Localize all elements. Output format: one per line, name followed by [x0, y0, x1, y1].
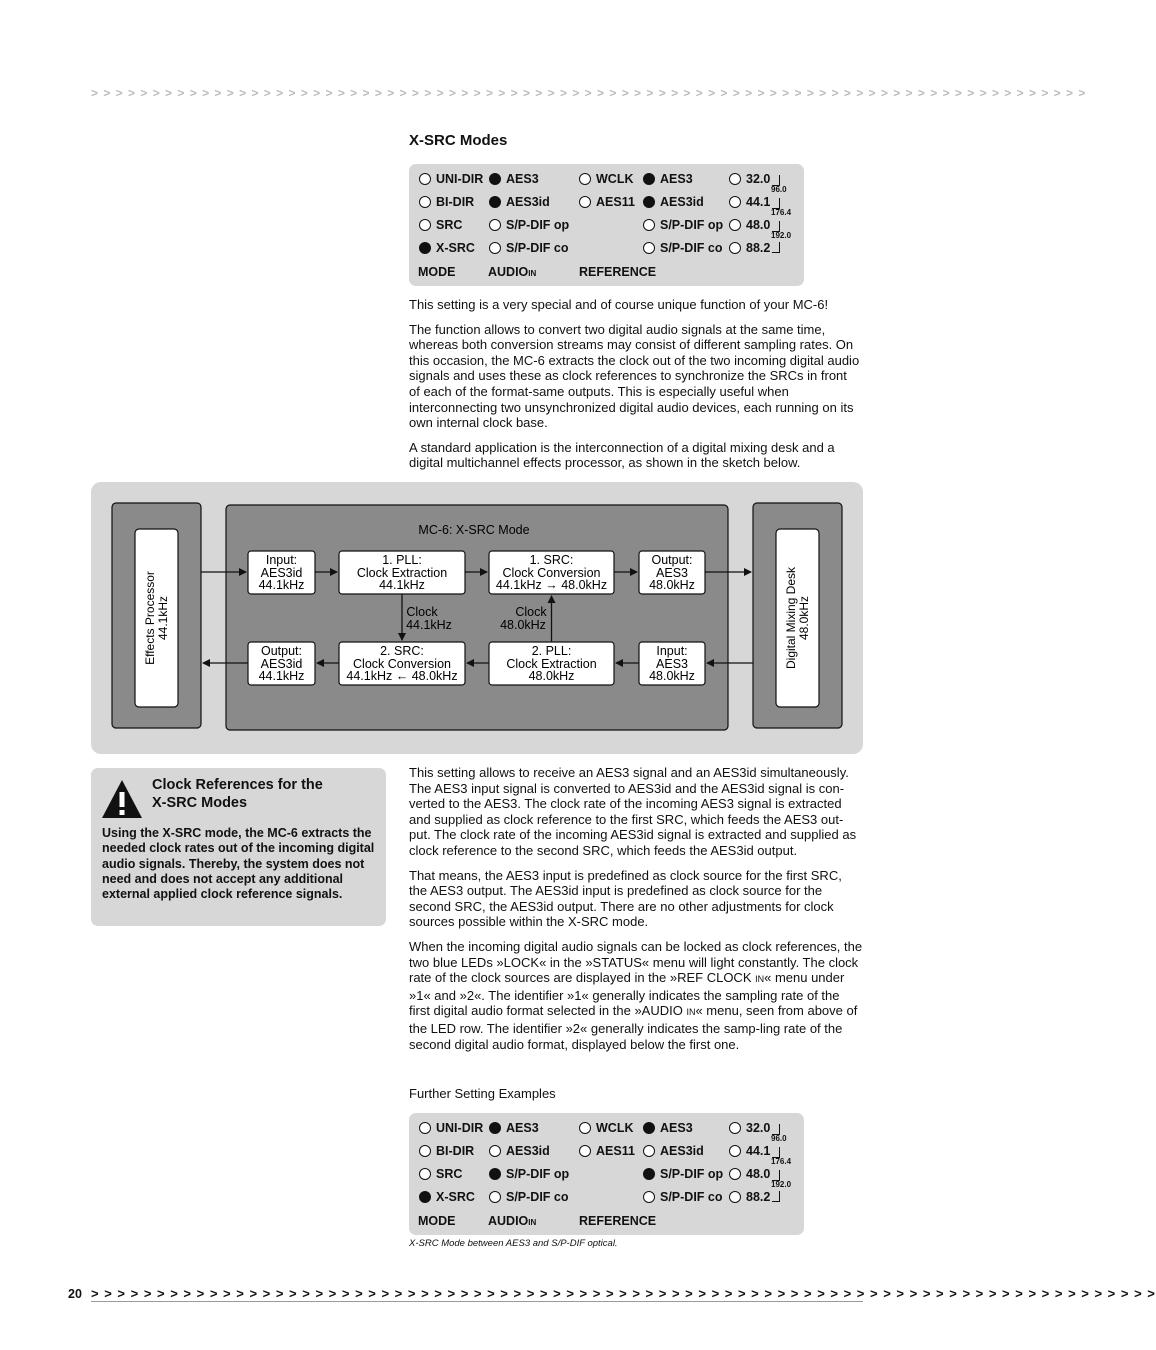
led-indicator [489, 241, 569, 255]
led-indicator [489, 195, 550, 209]
intro-paragraph-1: This setting is a very special and of course unique function of your MC-6! [409, 297, 829, 312]
box-output-aes3id-line1: Output: [261, 644, 302, 658]
led-off-icon [729, 219, 741, 231]
box-src-1-line3: 44.1kHz → 48.0kHz [495, 578, 608, 592]
led-indicator [419, 241, 475, 255]
box-src-2-line3: 44.1kHz ← 48.0kHz [346, 669, 458, 683]
led-panel-2 [409, 1113, 804, 1235]
section-title: X-SRC Modes [409, 132, 508, 149]
led-off-icon [643, 219, 655, 231]
header-chevrons: > > > > > > > > > > > > > > > > > > > > > > > > > > > > > > > > > > > > > > > > > > > > > > > > > > > > > > > > > > > > > > > > > > > > > > > > > > > > > > > > > [91, 86, 1087, 100]
figure-caption: X-SRC Mode between AES3 and S/P-DIF optical. [409, 1238, 618, 1249]
led-off-icon [729, 1145, 741, 1157]
box-input-aes3id-line1: Input: [265, 553, 298, 567]
box-input-aes3id-line3: 44.1kHz [258, 578, 305, 592]
led-panel-1 [409, 164, 804, 286]
led-indicator [643, 1167, 723, 1181]
led-label: AES3 [506, 172, 539, 186]
led-off-icon [419, 196, 431, 208]
led-indicator [643, 172, 693, 186]
box-pll-1-line2: Clock Extraction [356, 566, 448, 580]
led-label: BI-DIR [436, 1144, 475, 1158]
led-off-icon [419, 1168, 431, 1180]
rate-sub-label: 96.0 [771, 185, 787, 194]
box-output-aes3-line1: Output: [651, 553, 693, 567]
reference-label: REFERENCE [579, 1214, 657, 1228]
led-label: 48.0 [746, 1167, 771, 1181]
led-label: S/P-DIF co [660, 241, 723, 255]
led-indicator [419, 1121, 483, 1135]
led-indicator [643, 195, 704, 209]
led-indicator [489, 1121, 539, 1135]
rate-sub-label: 176.4 [771, 208, 792, 217]
led-label: S/P-DIF co [506, 241, 569, 255]
rate-sub-label: 192.0 [771, 231, 792, 240]
led-indicator [729, 241, 780, 255]
rate-bracket-icon [772, 242, 780, 253]
led-label: 48.0 [746, 218, 771, 232]
led-label: SRC [436, 218, 463, 232]
warning-title: Clock References for the X-SRC Modes [152, 777, 323, 811]
led-on-icon [489, 1122, 501, 1134]
led-indicator [419, 172, 483, 186]
led-off-icon [579, 196, 591, 208]
audio-in-label: AUDIOIN [488, 1214, 537, 1228]
box-pll-2-line3: 48.0kHz [528, 669, 575, 683]
led-off-icon [419, 219, 431, 231]
body-text [409, 765, 863, 1061]
led-indicator [643, 1190, 723, 1204]
intro-paragraph-3: A standard application is the interconnection of a digital mixing desk and a digital multichannel effects processor, as shown in the sketch below. [409, 439, 835, 471]
rate-sub-label: 192.0 [771, 1180, 792, 1189]
further-title: Further Setting Examples [409, 1086, 556, 1101]
mixing-desk-label: Digital Mixing Desk [784, 566, 798, 670]
led-indicator [729, 1144, 780, 1158]
led-label: SRC [436, 1167, 463, 1181]
led-indicator [643, 218, 723, 232]
led-label: AES3 [506, 1121, 539, 1135]
x-src-diagram [91, 482, 863, 754]
led-label: AES3id [506, 1144, 550, 1158]
box-output-aes3-line2: AES3 [656, 566, 688, 580]
clock-left-label: Clock [406, 605, 438, 619]
box-src-1-line2: Clock Conversion [502, 566, 601, 580]
led-off-icon [729, 1168, 741, 1180]
led-indicator [729, 1190, 780, 1204]
box-src-2-line2: Clock Conversion [353, 657, 451, 671]
led-off-icon [729, 1122, 741, 1134]
led-indicator [489, 1190, 569, 1204]
warning-icon [100, 778, 144, 820]
footer-chevrons: > > > > > > > > > > > > > > > > > > > > > > > > > > > > > > > > > > > > > > > > > > > > > > > > > > > > > > > > > > > > > > > > > > > > > > > > > > > > > > > > > [91, 1286, 1156, 1301]
box-input-aes3-line3: 48.0kHz [649, 669, 695, 683]
led-label: 88.2 [746, 1190, 771, 1204]
led-indicator [419, 1190, 475, 1204]
led-label: AES3 [660, 1121, 693, 1135]
body-paragraph-1: This setting allows to receive an AES3 signal and an AES3id simultaneously. The AES3 input signal is converted to AES3id and the AES3id signal is con-verted to the AES3. The clock rate of the incoming AES3 signal is extracted and supplied as clock reference to the first SRC, which feeds the AES3 out-put. The clock rate of the incoming AES3id signal is extracted and supplied as clock reference to the second SRC, which feeds the AES3id output. [409, 765, 857, 858]
rate-bracket-icon [772, 1191, 780, 1202]
box-output-aes3id-line2: AES3id [260, 657, 303, 671]
led-off-icon [729, 1191, 741, 1203]
led-label: S/P-DIF op [506, 1167, 570, 1181]
led-label: 44.1 [746, 1144, 771, 1158]
led-on-icon [643, 1122, 655, 1134]
led-off-icon [489, 1191, 501, 1203]
led-off-icon [729, 242, 741, 254]
effects-processor-rate: 44.1kHz [156, 595, 170, 641]
led-label: AES3 [660, 172, 693, 186]
clock-left-rate: 44.1kHz [406, 618, 452, 632]
mode-label: MODE [418, 1214, 456, 1228]
led-indicator [419, 1167, 462, 1181]
led-label: UNI-DIR [436, 1121, 484, 1135]
box-pll-1-line1: 1. PLL: [382, 553, 422, 567]
led-label: S/P-DIF op [660, 218, 724, 232]
led-indicator [419, 1144, 474, 1158]
led-indicator [419, 218, 462, 232]
mode-label: MODE [418, 265, 456, 279]
led-label: X-SRC [436, 1190, 475, 1204]
led-label: BI-DIR [436, 195, 475, 209]
led-on-icon [419, 242, 431, 254]
led-indicator [579, 1144, 635, 1158]
led-on-icon [643, 1168, 655, 1180]
led-on-icon [643, 173, 655, 185]
led-label: S/P-DIF op [660, 1167, 724, 1181]
led-indicator [643, 1121, 693, 1135]
led-indicator [729, 1121, 780, 1135]
led-label: 32.0 [746, 1121, 771, 1135]
led-indicator [489, 172, 539, 186]
box-pll-2-line1: 2. PLL: [531, 644, 572, 658]
led-on-icon [419, 1191, 431, 1203]
led-off-icon [579, 1145, 591, 1157]
page-number: 20 [68, 1287, 82, 1301]
led-off-icon [729, 196, 741, 208]
diagram-title: MC-6: X-SRC Mode [418, 523, 530, 537]
led-label: WCLK [596, 172, 634, 186]
rate-sub-label: 96.0 [771, 1134, 787, 1143]
led-label: WCLK [596, 1121, 634, 1135]
body-paragraph-2: That means, the AES3 input is predefined as clock source for the first SRC, the AES3 output. The AES3id input is predefined as clock source for the second SRC, the AES3id output. There are no other adjustments for clock sources possible within the X-SRC mode. [409, 867, 842, 930]
led-indicator [729, 218, 780, 232]
led-off-icon [729, 173, 741, 185]
led-indicator [643, 241, 723, 255]
led-label: AES11 [596, 195, 635, 209]
led-label: AES11 [596, 1144, 635, 1158]
led-on-icon [489, 196, 501, 208]
led-off-icon [643, 242, 655, 254]
led-label: X-SRC [436, 241, 475, 255]
led-off-icon [489, 1145, 501, 1157]
led-label: 88.2 [746, 241, 771, 255]
led-indicator [579, 195, 635, 209]
warning-box [91, 768, 386, 926]
intro-text [409, 297, 861, 480]
led-on-icon [643, 196, 655, 208]
box-output-aes3id-line3: 44.1kHz [258, 669, 305, 683]
led-label: AES3id [660, 1144, 704, 1158]
audio-in-label: AUDIOIN [488, 265, 537, 279]
led-label: S/P-DIF co [660, 1190, 723, 1204]
led-on-icon [489, 1168, 501, 1180]
clock-right-label: Clock [515, 605, 547, 619]
body-paragraph-3: When the incoming digital audio signals can be locked as clock references, the two blue LEDs »LOCK« in the »STATUS« menu will light constantly. The clock rate of the clock sources are displayed in the »REF CLOCK IN« menu under »1« and »2«. The identifier »1« generally indicates the sampling rate of the first digital audio format selected in the »AUDIO IN« menu, seen from above of the LED row. The identifier »2« generally indicates the samp-ling rate of the second digital audio format, displayed below the first one. [409, 938, 863, 1052]
clock-right-rate: 48.0kHz [500, 618, 546, 632]
box-output-aes3-line3: 48.0kHz [649, 578, 695, 592]
box-input-aes3id-line2: AES3id [260, 566, 303, 580]
led-off-icon [579, 1122, 591, 1134]
led-off-icon [579, 173, 591, 185]
led-off-icon [643, 1191, 655, 1203]
box-input-aes3-line1: Input: [656, 644, 688, 658]
led-off-icon [419, 1145, 431, 1157]
box-pll-2-line2: Clock Extraction [506, 657, 597, 671]
led-indicator [729, 1167, 780, 1181]
led-indicator [729, 172, 780, 186]
led-indicator [579, 1121, 634, 1135]
led-indicator [419, 195, 474, 209]
led-indicator [489, 1167, 569, 1181]
led-indicator [489, 1144, 550, 1158]
led-label: AES3id [660, 195, 704, 209]
led-indicator [729, 195, 780, 209]
reference-label: REFERENCE [579, 265, 657, 279]
led-indicator [579, 172, 634, 186]
led-on-icon [489, 173, 501, 185]
box-input-aes3-line2: AES3 [656, 657, 688, 671]
footer-rule [91, 1301, 863, 1302]
led-off-icon [489, 219, 501, 231]
intro-paragraph-2: The function allows to convert two digital audio signals at the same time, whereas both conversion streams may consist of different sampling rates. On this occasion, the MC-6 extracts the clock out of the two incoming digital audio signals and uses these as clock references to synchronize the SRCs in front of each of the format-same outputs. This is especially useful when interconnecting two unsynchronized digital audio devices, each running on its own internal clock base. [409, 321, 860, 431]
box-src-1-line1: 1. SRC: [529, 553, 574, 567]
led-label: S/P-DIF op [506, 218, 570, 232]
led-label: 44.1 [746, 195, 771, 209]
led-label: S/P-DIF co [506, 1190, 569, 1204]
mc6-frame [226, 505, 728, 730]
led-label: AES3id [506, 195, 550, 209]
led-label: UNI-DIR [436, 172, 484, 186]
led-off-icon [419, 1122, 431, 1134]
led-label: 32.0 [746, 172, 771, 186]
led-indicator [643, 1144, 704, 1158]
led-off-icon [419, 173, 431, 185]
box-pll-1-line3: 44.1kHz [379, 578, 425, 592]
led-off-icon [643, 1145, 655, 1157]
warning-text: Using the X-SRC mode, the MC-6 extracts the needed clock rates out of the incoming digital audio signals. Thereby, the system does not need and does not accept any additional external applied clock reference signals. [102, 826, 375, 902]
led-indicator [489, 218, 569, 232]
led-off-icon [489, 242, 501, 254]
mixing-desk-rate: 48.0kHz [797, 595, 811, 641]
rate-sub-label: 176.4 [771, 1157, 792, 1166]
effects-processor-label: Effects Processor [143, 571, 157, 665]
box-src-2-line1: 2. SRC: [380, 644, 424, 658]
